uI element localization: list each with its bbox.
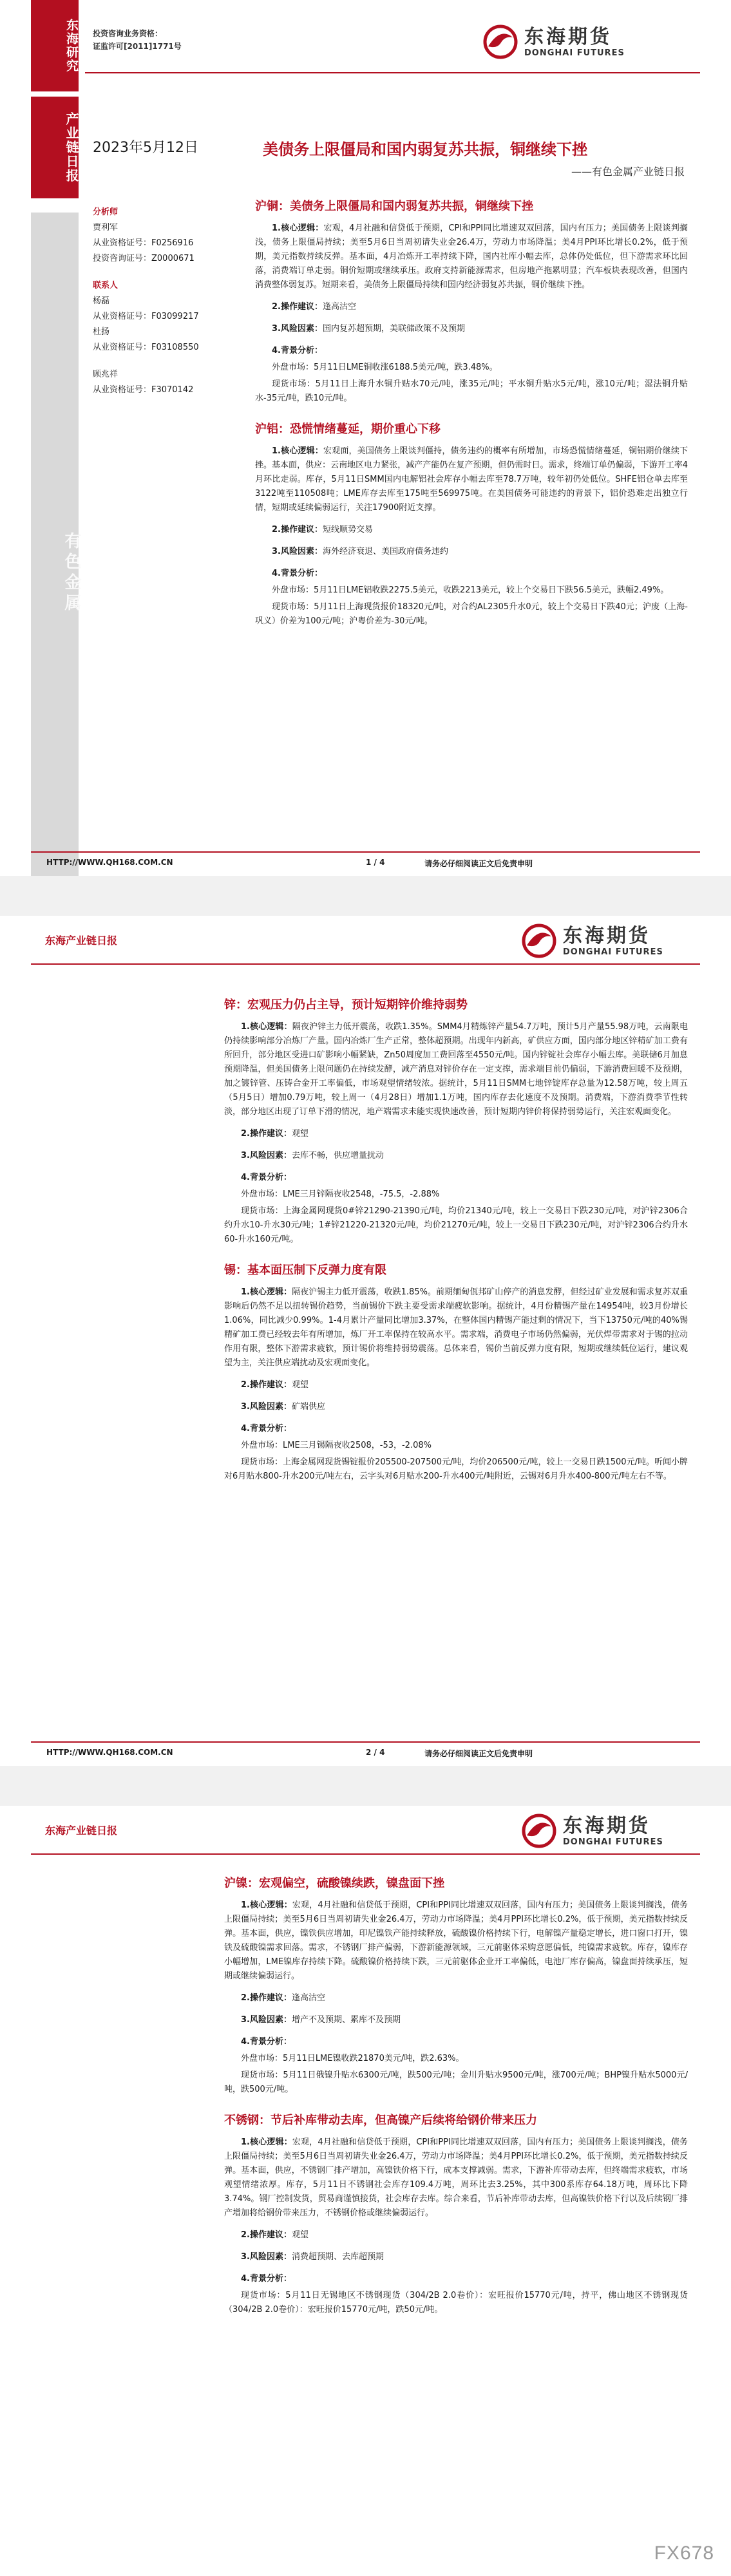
market-data-text: 现货市场：5月11日无锡地区不锈钢现货（304/2B 2.0卷价）：宏旺报价15770元/吨，持平，佛山地区不锈钢现货（304/2B 2.0卷价）：宏旺报价15770元/吨，跌50元/吨。 (224, 2291, 688, 2315)
strategy-text: 观望 (291, 2230, 309, 2240)
core-logic-label: 1.核心逻辑： (241, 1900, 292, 1910)
section-title-tin: 锡：基本面压制下反弹力度有限 (224, 1264, 386, 1277)
watermark: FX678 (654, 2543, 714, 2564)
core-logic-text: 隔夜沪锡主力低开震荡，收跌1.85%。前期缅甸佤邦矿山停产的消息发酵，但经过矿业发展和需求复苏双重影响后仍然不足以扭转锡价趋势，当前锡价下跌主要受需求端疲软影响。据统计，4月份精锡产量在14954吨，较3月份增长1.06%，同比减少0.99%。1-4月累计产量同比增加3.37%，在整体国内精锡产能过剩的情况下，当下13750元/吨的40%锡精矿加工费已经较去年有所增加，炼厂开工率保持在较高水平。需求端，消费电子市场仍然偏弱，光伏焊带需求对于锡的拉动作用有限，整体下游需求疲软，预计锡价将维持弱势震荡。总体来看，锡价当前反弹力度有限，短期或继续低位运行，建议观望为主，关注供应端扰动及宏观面变化。 (224, 1287, 688, 1368)
background-label: 4.背景分析： (241, 1173, 292, 1182)
market-data-text: 现货市场：5月11日上海升水铜升贴水70元/吨，涨35元/吨；平水铜升贴水5元/吨，涨10元/吨；湿法铜升贴水-35元/吨，跌10元/吨。 (255, 379, 688, 403)
risk-label: 3.风险因素： (241, 2252, 292, 2262)
dragon-logo-icon (482, 23, 519, 61)
contact-qualification: 从业资格证号：F03099217 (93, 312, 199, 321)
logo-text-en: DONGHAI FUTURES (563, 1837, 663, 1847)
logo-text-en: DONGHAI FUTURES (563, 947, 663, 957)
logo-text-en: DONGHAI FUTURES (524, 48, 625, 58)
market-data-text: 现货市场：上海金属网现货锡锭报价205500-207500元/吨，均价206500元/吨，较上一交易日跌1500元/吨。听闻小牌对6月贴水800-升水200元/吨左右，云字头对6月贴水200-升水400元/吨附近，云锡对6月升水400-800元/吨左右不等。 (224, 1457, 688, 1481)
core-logic-label: 1.核心逻辑： (272, 223, 324, 233)
page-gap (0, 876, 731, 916)
header-rule (85, 72, 700, 73)
analyst-list (93, 205, 241, 398)
contact-qualification: 从业资格证号：F03108550 (93, 343, 199, 352)
footer-disclaimer: 请务必仔细阅读正文后免责申明 (424, 1749, 533, 1758)
strategy-label: 2.操作建议： (272, 525, 323, 535)
risk-text: 矿端供应 (291, 1402, 325, 1412)
footer-page-number: 2 / 4 (366, 1748, 385, 1757)
footer-page-number: 1 / 4 (366, 858, 385, 867)
strategy-label: 2.操作建议： (241, 1380, 292, 1390)
logo-text-cn: 东海期货 (563, 1814, 650, 1837)
report-date: 2023年5月12日 (93, 140, 198, 156)
page-gap (0, 1766, 731, 1806)
market-data-text: 现货市场：上海金属网现货0#锌21290-21390元/吨，均价21340元/吨，较上一交易日下跌230元/吨，对沪锌2306合约升水10-升水30元/吨；1#锌21220-21320元/吨，均价21270元/吨，较上一交易日下跌230元/吨，对沪锌2306合约升水60-升水160元/吨。 (224, 1206, 688, 1244)
footer-disclaimer: 请务必仔细阅读正文后免责申明 (424, 859, 533, 868)
risk-text: 海外经济衰退、美国政府债务违约 (322, 547, 448, 556)
strategy-label: 2.操作建议： (241, 1993, 292, 2003)
market-data-text: 外盘市场：LME三月锡隔夜收2508，-53，-2.08% (241, 1441, 432, 1450)
core-logic-label: 1.核心逻辑： (241, 1287, 292, 1297)
market-data-text: 外盘市场：5月11日LME铜收涨6188.5美元/吨，跌3.48%。 (272, 363, 498, 372)
dragon-logo-icon (520, 922, 558, 960)
risk-label: 3.风险因素： (272, 324, 323, 334)
strategy-label: 2.操作建议： (241, 1129, 292, 1139)
background-label: 4.背景分析： (241, 2037, 292, 2047)
core-logic-text: 宏观，4月社融和信贷低于预期，CPI和PPI同比增速双双回落，国内有压力；美国债务上限谈判搁浅，债务上限僵局持续；美至5月6日当周初请失业金26.4万，劳动力市场降温；美4月PPI环比增长0.2%，低于预期，美元指数持续反弹。基本面，供应，不锈钢厂排产增加，高镍铁价格下行，成本支撑减弱。需求，下游补库带动去库，但终端需求疲软，市场观望情绪浓厚。库存，5月11日不锈钢社会库存109.4万吨，周环比去3.25%，其中300系库存64.18万吨，周环比下降3.74%。钢厂控制发货，贸易商谨慎接货，社会库存去库。综合来看，节后补库带动去库，但高镍铁价格下行以及后续钢厂排产增加将给钢价带来压力，不锈钢价格或继续偏弱运行。 (224, 2137, 688, 2218)
contact-role: 联系人 (93, 281, 119, 290)
header-rule (31, 963, 700, 965)
section-title-stainless: 不锈钢：节后补库带动去库，但高镍产后续将给钢价带来压力 (224, 2114, 537, 2127)
analyst-qualification: 投资咨询证号：Z0000671 (93, 254, 195, 263)
page-header-title: 东海产业链日报 (45, 1824, 118, 1837)
strategy-text: 短线顺势交易 (322, 525, 373, 535)
risk-label: 3.风险因素： (241, 1151, 292, 1160)
sidebar (31, 0, 79, 876)
market-data-text: 现货市场：5月11日俄镍升贴水6300元/吨，跌500元/吨；金川升贴水9500元/吨，涨700元/吨；BHP镍升贴水5000元/吨，跌500元/吨。 (224, 2070, 688, 2094)
page-title: 美债务上限僵局和国内弱复苏共振，铜继续下挫 (263, 140, 587, 158)
risk-label: 3.风险因素： (241, 1402, 292, 1412)
logo-text-cn: 东海期货 (563, 924, 650, 947)
risk-text: 增产不及预期、累库不及预期 (291, 2015, 401, 2025)
sidebar-research-label: 东海研究 (31, 0, 79, 91)
strategy-label: 2.操作建议： (241, 2230, 292, 2240)
analyst-qualification: 从业资格证号：F0256916 (93, 238, 194, 248)
report-page-2 (31, 916, 700, 1766)
core-logic-label: 1.核心逻辑： (241, 2137, 292, 2147)
sidebar-report-type: 产业链日报 (31, 97, 79, 198)
contact-name: 顾兆祥 (93, 370, 119, 379)
risk-text: 国内复苏超预期，美联储政策不及预期 (322, 324, 465, 334)
company-logo (520, 922, 663, 960)
strategy-text: 观望 (291, 1380, 309, 1390)
analyst-name: 贾利军 (93, 223, 119, 232)
market-data-text: 外盘市场：5月11日LME铝收跌2275.5美元，收跌2213美元，较上个交易日下跌56.5美元，跌幅2.49%。 (272, 585, 669, 595)
core-logic-text: 隔夜沪锌主力低开震荡，收跌1.35%。SMM4月精炼锌产量54.7万吨，预计5月产量55.98万吨，云南限电仍持续影响部分冶炼厂产量。国内冶炼厂生产正常，整体超预期。出现年内新高，矿供应方面，国内部分地区锌精矿加工费有所回升，部分地区受进口矿影响小幅紧缺，Zn50周度加工费回落至4550元/吨。国内锌锭社会库存小幅去库。美联储6月加息预期降温，但美国债务上限问题仍在持续发酵，减产消息对锌价存在一定支撑，需求端目前仍偏弱，下游消费回暖不及预期，加之镀锌管、压铸合金开工率偏低，市场观望情绪较浓。据统计，5月11日SMM七地锌锭库存总量为12.58万吨，较上周五（5月5日）增加0.79万吨，较上周一（4月28日）增加1.1万吨，国内库存去化速度不及预期。消费端，下游消费季节性转淡，部分地区出现了订单下滑的情况，地产端需求未能实现快速改善，预计短期内锌价将保持弱势运行，关注宏观面变化。 (224, 1022, 688, 1117)
page-subtitle: ——有色金属产业链日报 (571, 166, 685, 178)
section-title-aluminum: 沪铝：恐慌情绪蔓延，期价重心下移 (255, 422, 441, 436)
company-logo (482, 23, 625, 61)
company-logo (520, 1812, 663, 1850)
core-logic-text: 宏观，4月社融和信贷低于预期，CPI和PPI同比增速双双回落，国内有压力；美国债务上限谈判搁浅，债务上限僵局持续；美至5月6日当周初请失业金26.4万，劳动力市场降温；美4月PPI环比增长0.2%，低于预期，美元指数持续反弹。基本面，供应，镍铁供应增加，印尼镍铁产能持续释放，硫酸镍价格持续下行，电解镍产量稳定增长，进口窗口打开，镍铁及硫酸镍需求回落。需求，不锈钢厂排产偏弱，下游新能源领域，三元前驱体采购意愿偏低，纯镍需求疲软。库存，镍库存小幅增加，LME镍库存持续下降。硫酸镍价格持续下跌，三元前驱体企业开工率偏低，电池厂库存偏高，镍盘面持续承压，短期或继续偏弱运行。 (224, 1900, 688, 1981)
sidebar-category: 有色金属 (31, 213, 79, 876)
background-label: 4.背景分析： (241, 2274, 292, 2284)
contact-name: 杜扬 (93, 327, 110, 337)
footer-rule (31, 851, 700, 853)
core-logic-text: 宏观面，美国债务上限谈判僵持，债务违约的概率有所增加，市场恐慌情绪蔓延，铜铝期价继续下挫。基本面，供应：云南地区电力紧张，减产产能仍在复产预期，但仍需时日。需求，终端订单仍偏弱，下游开工率4月环比走弱。库存，5月11日SMM国内电解铝社会库存小幅去库至78.7万吨，较年初仍处低位。SHFE铝仓单去库至3122吨至110508吨；LME库存去库至175吨至569975吨。在美国债务可能违约的背景下，铝价恐难走出独立行情，短期或延续偏弱运行，关注17900附近支撑。 (255, 446, 688, 513)
risk-label: 3.风险因素： (272, 547, 323, 556)
risk-label: 3.风险因素： (241, 2015, 292, 2025)
market-data-text: 外盘市场：LME三月锌隔夜收2548，-75.5，-2.88% (241, 1189, 440, 1199)
header-rule (31, 1853, 700, 1855)
contact-qualification: 从业资格证号：F3070142 (93, 385, 194, 395)
report-body-page-1 (255, 191, 688, 631)
logo-text-cn: 东海期货 (524, 25, 612, 48)
background-label: 4.背景分析： (272, 569, 323, 578)
footer-url[interactable]: HTTP://WWW.QH168.COM.CN (46, 858, 173, 867)
strategy-text: 观望 (291, 1129, 309, 1139)
section-title-zinc: 锌：宏观压力仍占主导，预计短期锌价维持弱势 (224, 998, 468, 1012)
section-title-copper: 沪铜：美债务上限僵局和国内弱复苏共振，铜继续下挫 (255, 200, 533, 213)
licence-info (93, 27, 182, 53)
contact-name: 杨磊 (93, 296, 110, 306)
report-page-3 (31, 1806, 700, 2576)
footer-rule (31, 1741, 700, 1743)
footer-url[interactable]: HTTP://WWW.QH168.COM.CN (46, 1748, 173, 1757)
report-body-page-2 (224, 989, 688, 1486)
analyst-role: 分析师 (93, 207, 119, 217)
report-page-1 (31, 0, 700, 876)
core-logic-label: 1.核心逻辑： (241, 1022, 292, 1032)
licence-line: 投资咨询业务资格： (93, 29, 163, 38)
risk-text: 消费超预期、去库超预期 (291, 2252, 384, 2262)
section-title-nickel: 沪镍：宏观偏空，硫酸镍续跌，镍盘面下挫 (224, 1877, 444, 1890)
licence-line: 证监许可[2011]1771号 (93, 42, 182, 51)
market-data-text: 现货市场：5月11日上海现货报价18320元/吨，对合约AL2305升水0元，较上个交易日下跌40元；沪废（上海-巩义）价差为100元/吨；沪粤价差为-30元/吨。 (255, 602, 688, 626)
core-logic-text: 宏观，4月社融和信贷低于预期，CPI和PPI同比增速双双回落，国内有压力；美国债务上限谈判搁浅，债务上限僵局持续；美至5月6日当周初请失业金26.4万，劳动力市场降温；美4月PPI环比增长0.2%，低于预期，美元指数持续反弹。基本面，4月冶炼开工率持续下降，国内社库小幅去库，总体仍处低位，但下游需求环比回落，消费端订单走弱。铜价短期或继续承压。政府支持新能源需求，但房地产拖累明显；汽车板块表现改善，但国内消费整体弱复苏。短期来看，美债务上限僵局持续和国内经济弱复苏共振，铜价继续下挫。 (255, 223, 688, 290)
report-body-page-3 (224, 1868, 688, 2320)
background-label: 4.背景分析： (272, 346, 323, 355)
strategy-label: 2.操作建议： (272, 302, 323, 312)
background-label: 4.背景分析： (241, 1424, 292, 1434)
market-data-text: 外盘市场：5月11日LME镍收跌21870美元/吨，跌2.63%。 (241, 2054, 464, 2063)
core-logic-label: 1.核心逻辑： (272, 446, 323, 456)
strategy-text: 逢高沽空 (291, 1993, 325, 2003)
dragon-logo-icon (520, 1812, 558, 1850)
strategy-text: 逢高沽空 (322, 302, 356, 312)
page-header-title: 东海产业链日报 (45, 934, 118, 947)
risk-text: 去库不畅，供应增量扰动 (291, 1151, 384, 1160)
